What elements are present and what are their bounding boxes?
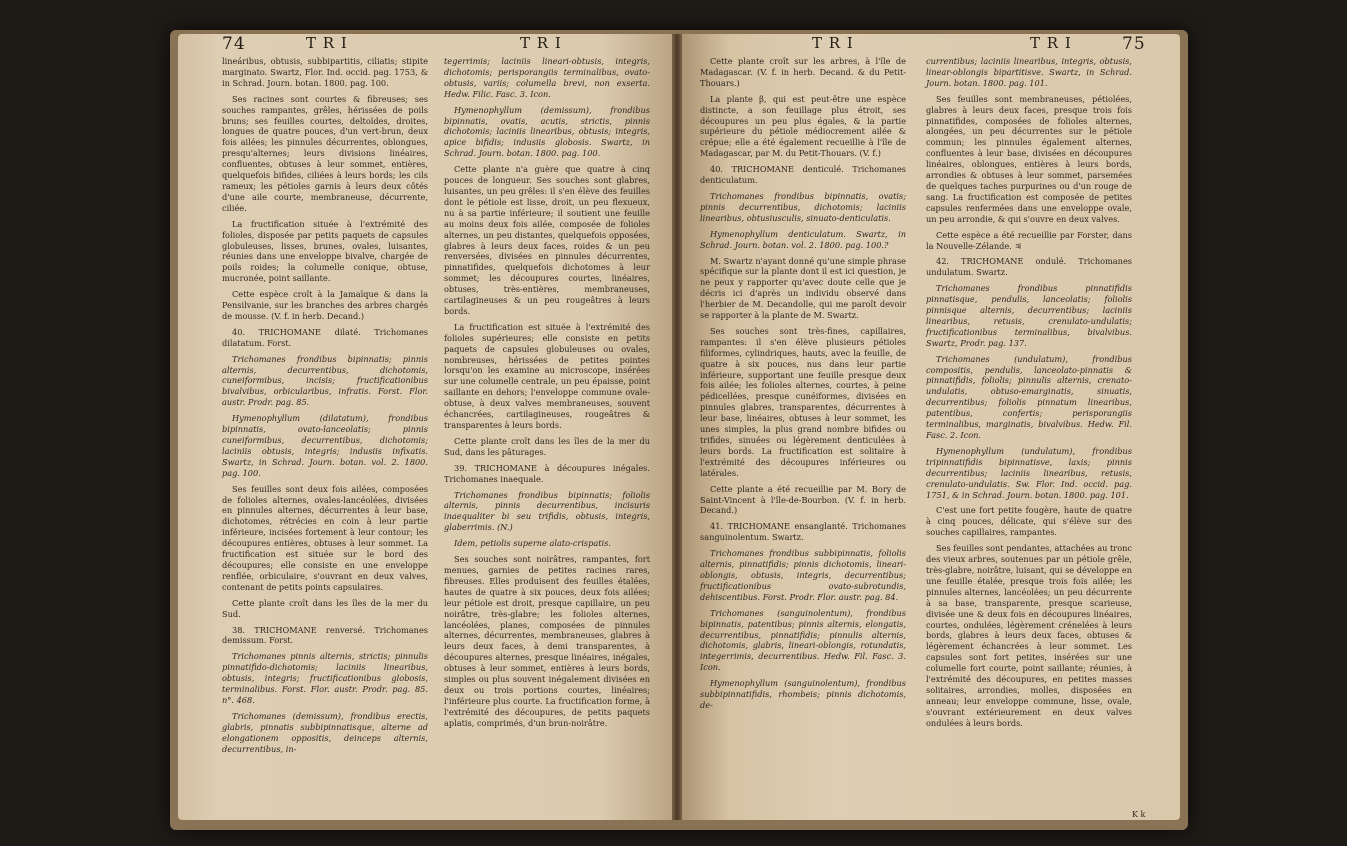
paragraph: 41. TRICHOMANE ensanglanté. Trichomanes sanguinolentum. Swartz. bbox=[700, 521, 906, 543]
paragraph: Hymenophyllum (sanguinolentum), frondibus subbipinnatifidis, rhombeis; pinnis dichotomis, de- bbox=[700, 678, 906, 710]
paragraph: 38. TRICHOMANE renversé. Trichomanes demissum. Forst. bbox=[222, 624, 428, 646]
paragraph: 39. TRICHOMANE à découpures inégales. Trichomanes inaequale. bbox=[444, 462, 650, 484]
right-column-1 bbox=[700, 56, 906, 716]
paragraph: Ses racines sont courtes & fibreuses; ses souches rampantes, grêles, hérissées de poils bruns; ses feuilles courtes, deltoïdes, droites, longues de quatre pouces, d'un vert-brun, deux fois ailées; les pinnules décurrentes, oblongues, presqu'alternes; leurs divisions linéaires, confluentes, obtuses à leur sommet, entières, quelquefois bifides, ciliées à leurs bords; les cils rameux; les pétioles garnis à leurs deux côtés d'une aile courte, membraneuse, décurrente, ciliée. bbox=[222, 93, 428, 213]
paragraph: Cette plante n'a guère que quatre à cinq pouces de longueur. Ses souches sont glabres, luisantes, un peu grêles: il s'en élève des feuilles dont le pétiole est lisse, droit, un peu flexueux, nu à sa partie inférieure; il soutient une feuille au moins deux fois ailée, composée de folioles alternes, un peu distantes, quelquefois opposées, glabres à leurs deux faces, roides & un peu renversées, divisées en pinnules décurrentes, pinnatifides, quelquefois dichotomes à leur sommet; les découpures courtes, linéaires, obtuses, très-entières, membraneuses, cartilagineuses & un peu rougeâtres à leurs bords. bbox=[444, 164, 650, 316]
paragraph: Hymenophyllum (dilatatum), frondibus bipinnatis, ovato-lanceolatis; pinnis cuneiformibus, decurrentibus, dichotomis; laciniis obtusis, integris; indusiis infixatis. Swartz, in Schrad. Journ. botan. vol. 2. 1800. pag. 100. bbox=[222, 413, 428, 478]
left-running-head: T R I bbox=[306, 34, 348, 52]
paragraph: Ses feuilles sont deux fois ailées, composées de folioles alternes, ovales-lancéolées, divisées en pinnules alternes, décurrentes à leur base, dichotomes, rétrécies en coin à leur partie inférieure, incisées fortement à leur contour; les découpures entières, obtuses à leur sommet. La fructification est située sur le bord des découpures; elle consiste en une enveloppe renflée, orbiculaire, s'ouvrant en deux valves, contenant de petits points capsulaires. bbox=[222, 483, 428, 592]
paragraph: currentibus; laciniis linearibus, integris, obtusis, linear-oblongis bipartitisve. Swartz, in Schrad. Journ. botan. 1800. pag. 101. bbox=[926, 56, 1132, 88]
paragraph: Ses souches sont noirâtres, rampantes, fort menues, garnies de petites racines rares, fibreuses. Elles produisent des feuilles étalées, hautes de quatre à six pouces, deux fois ailées; leur pétiole est droit, presque capillaire, un peu noirâtre, très-glabre; les folioles alternes, lancéolées, planes, composées de pinnules alternes, décurrentes, membraneuses, glabres à leurs deux faces, à demi transparentes, à découpures alternes, presque linéaires, inégales, obtuses à leur sommet, entières à leurs bords, simples ou plus souvent inégalement divisées en deux ou trois portions courtes, linéaires; l'inférieure plus courte. La fructification forme, à l'extrémité des découpures, de petits paquets aplatis, comprimés, d'un brun-noirâtre. bbox=[444, 554, 650, 728]
paragraph: Hymenophyllum (demissum), frondibus bipinnatis, ovatis, acutis, strictis, pinnis dichotomis; laciniis linearibus, obtusis; integris, apice bifidis; indusiis globosis. Swartz, in Schrad. Journ. botan. 1800. pag. 100. bbox=[444, 104, 650, 159]
paragraph: Trichomanes frondibus bipinnatis, ovatis; pinnis decurrentibus, dichotomis; laciniis linearibus, obtusiusculis, sinuato-denticulatis. bbox=[700, 190, 906, 223]
right-running-head-left: T R I bbox=[812, 34, 854, 52]
paragraph: Trichomanes frondibus subbipinnatis, foliolis alternis, pinnatifidis; pinnis dichotomis, lineari-oblongis, obtusis, integris, decurrentibus; fructificationibus ovato-subrotundis, dehiscentibus. Forst. Prodr. Flor. austr. pag. 84. bbox=[700, 548, 906, 602]
right-column-2 bbox=[926, 56, 1132, 734]
paragraph: Trichomanes frondibus pinnatifidis pinnatisque, pendulis, lanceolatis; foliolis pinnisque alternis, decurrentibus; laciniis linearibus, retusis, crenulato-undulatis; fructificationibus terminalibus, bivalvibus. Swartz, Prodr. pag. 137. bbox=[926, 283, 1132, 348]
paragraph: Cette plante croît sur les arbres, à l'île de Madagascar. (V. f. in herb. Decand. & du Petit-Thouars.) bbox=[700, 56, 906, 88]
paragraph: Cette espèce a été recueillie par Forster, dans la Nouvelle-Zélande. ♃ bbox=[926, 229, 1132, 251]
paragraph: Hymenophyllum denticulatum. Swartz, in Schrad. Journ. botan. vol. 2. 1800. pag. 100.? bbox=[700, 228, 906, 250]
paragraph: Cette espèce croît à la Jamaïque & dans la Pensilvanie, sur les branches des arbres chargés de mousse. (V. f. in herb. Decand.) bbox=[222, 289, 428, 321]
paragraph: M. Swartz n'ayant donné qu'une simple phrase spécifique sur la plante dont il est ici question, je ne peux y rapporter qu'avec doute celle que je décris ici d'après un individu observé dans l'herbier de M. Decandolle, qui me paroît devoir se rapporter à la plante de M. Swartz. bbox=[700, 255, 906, 321]
paragraph: Trichomanes pinnis alternis, strictis; pinnulis pinnatifido-dichotomis; laciniis linearibus, obtusis, integris; fructificationibus globosis, terminalibus. Forst. Flor. austr. Prodr. pag. 85. n°. 468. bbox=[222, 651, 428, 705]
paragraph: C'est une fort petite fougère, haute de quatre à cinq pouces, délicate, qui s'élève sur des souches capillaires, rampantes. bbox=[926, 505, 1132, 538]
paragraph: Trichomanes frondibus bipinnatis; foliolis alternis, pinnis decurrentibus, incisuris inaequaliter bi seu trifidis, obtusis, integris, glaberrimis. (N.) bbox=[444, 489, 650, 533]
left-running-head-right: T R I bbox=[520, 34, 562, 52]
signature-mark: K k bbox=[1132, 810, 1146, 819]
paragraph: 40. TRICHOMANE denticulé. Trichomanes denticulatum. bbox=[700, 164, 906, 186]
paragraph: Ses feuilles sont pendantes, attachées au tronc des vieux arbres, soutenues par un pétiole grêle, très-glabre, noirâtre, luisant, qui se développe en une feuille étalée, presque trois fois ailée; les pinnules alternes, lancéolées; un peu décurrente à sa base, transparente, presque scarieuse, divisée une & deux fois en découpures linéaires, courtes, ondulées, légèrement crénelées à leurs bords, glabres à leurs deux faces, obtuses & légèrement échancrées à leur sommet. Les capsules sont fort petites, insérées sur une columelle fort courte, point saillante; réunies, à l'extrémité des découpures, en petites masses solitaires, arrondies, molles, disposées en anneau; leur enveloppe commune, lisse, ovale, s'ouvrant extérieurement en deux valves ondulées à leurs bords. bbox=[926, 543, 1132, 728]
paragraph: Trichomanes (sanguinolentum), frondibus bipinnatis, patentibus; pinnis alternis, elongatis, decurrentibus, pinnatifidis; pinnulis alternis, dichotomis, glabris, lineari-oblongis, rotundatis, integerrimis, decurrentibus. Hedw. Fil. Fasc. 3. Icon. bbox=[700, 607, 906, 673]
right-running-head: T R I bbox=[1030, 34, 1072, 52]
paragraph: tegerrimis; laciniis lineari-obtusis, integris, dichotomis; perisporangiis terminalibus, ovato-obtusis, variis; columella brevi, non exserta. Hedw. Filic. Fasc. 3. Icon. bbox=[444, 56, 650, 99]
paragraph: Cette plante croît dans les îles de la mer du Sud, dans les pâturages. bbox=[444, 435, 650, 457]
paragraph: Trichomanes (demissum), frondibus erectis, glabris, pinnatis subbipinnatisque, alterne ad elongationem oppositis, deinceps alternis, decurrentibus, in- bbox=[222, 710, 428, 754]
paragraph: Cette plante a été recueillie par M. Bory de Saint-Vincent à l'île-de-Bourbon. (V. f. in herb. Decand.) bbox=[700, 483, 906, 516]
paragraph: La fructification située à l'extrémité des folioles, disposée par petits paquets de capsules globuleuses, lisses, brunes, ovales, luisantes, réunies dans une enveloppe bivalve, chargée de poils roides; la columelle conique, obtuse, mucronée, point saillante. bbox=[222, 218, 428, 284]
left-page-number: 74 bbox=[222, 34, 246, 54]
paragraph: lineáribus, obtusis, subbipartitis, ciliatis; stipite marginato. Swartz, Flor. Ind. occid. pag. 1753, & in Schrad. Journ. botan. 1800. pag. 100. bbox=[222, 56, 428, 88]
book-gutter bbox=[672, 34, 682, 820]
left-column-2 bbox=[444, 56, 650, 734]
paragraph: Ses souches sont très-fines, capillaires, rampantes: il s'en élève plusieurs pétioles filiformes, cylindriques, hauts, avec la feuille, de quatre à six pouces, nus dans leur partie inférieure, supportant une feuille presque deux fois ailée; les folioles alternes, courtes, à peine pédicellées, presque cunéiformes, divisées en pinnules glabres, transparentes, décurrentes à leur base, linéaires, obtuses à leur sommet, les unes simples, la plus grand nombre bifides ou trifides, sinuées ou légèrement denticulées à leurs bords. La fructification est solitaire à l'extrémité des découpures inférieures ou latérales. bbox=[700, 325, 906, 478]
paragraph: La plante β, qui est peut-être une espèce distincte, a son feuillage plus étroit, ses découpures un peu plus égales, & la partie supérieure du pétiole médiocrement ailée & crépue; elle a été également recueillie à l'île de Madagascar, par M. du Petit-Thouars. (V. f.) bbox=[700, 93, 906, 159]
paragraph: 40. TRICHOMANE dilaté. Trichomanes dilatatum. Forst. bbox=[222, 326, 428, 348]
paragraph: Cette plante croît dans les îles de la mer du Sud. bbox=[222, 597, 428, 619]
paragraph: 42. TRICHOMANE ondulé. Trichomanes undulatum. Swartz. bbox=[926, 256, 1132, 278]
paragraph: Idem, petiolis superne alato-crispatis. bbox=[454, 538, 611, 549]
paragraph: Trichomanes (undulatum), frondibus compositis, pendulis, lanceolato-pinnatis & pinnatifidis, foliolis; pinnulis alternis, crenato-undulatis, obtuso-emarginatis, sinuatis, decurrentibus; foliolis pinnatum linearibus, patentibus, confertis; perisporangiis terminalibus, marginatis, bivalvibus. Hedw. Fil. Fasc. 2. Icon. bbox=[926, 353, 1132, 440]
paragraph: Trichomanes frondibus bipinnatis; pinnis alternis, decurrentibus, dichotomis, cuneiformibus, incisis; fructificationibus bivalvibus, orbicularibus, infratis. Forst. Flor. austr. Prodr. pag. 85. bbox=[222, 353, 428, 408]
left-column-1 bbox=[222, 56, 428, 759]
paragraph: Ses feuilles sont membraneuses, pétiolées, glabres à leurs deux faces, presque trois fois pinnatifides, composées de folioles alternes, alongées, un peu décurrentes sur le pétiole commun; les pinnules également alternes, confluentes à leur base, divisées en découpures linéaires, oblongues, entières à leurs bords, arrondies & obtuses à leur sommet, parsemées de quelques taches purpurines ou d'un rouge de sang. La fructification est composée de petites capsules renfermées dans une enveloppe ovale, un peu arrondie, & qui s'ouvre en deux valves. bbox=[926, 93, 1132, 224]
right-page-number: 75 bbox=[1122, 34, 1146, 54]
paragraph: La fructification est située à l'extrémité des folioles supérieures; elle consiste en petits paquets de capsules globuleuses ou ovales, nombreuses, hérissées de petites pointes lorsqu'on les examine au microscope, insérées sur une columelle centrale, un peu épaisse, point saillante en dehors; l'enveloppe commune ovale-obtuse, à deux valves membraneuses, souvent échancrées, cartilagineuses, rougeâtres & transparentes à leurs bords. bbox=[444, 321, 650, 430]
paragraph: Hymenophyllum (undulatum), frondibus tripinnatifidis bipinnatisve, laxis; pinnis decurrentibus; laciniis linearibus, retusis, crenulato-undulatis. Sw. Flor. Ind. occid. pag. 1751, & in Schrad. Journ. botan. 1800. pag. 101. bbox=[926, 445, 1132, 500]
